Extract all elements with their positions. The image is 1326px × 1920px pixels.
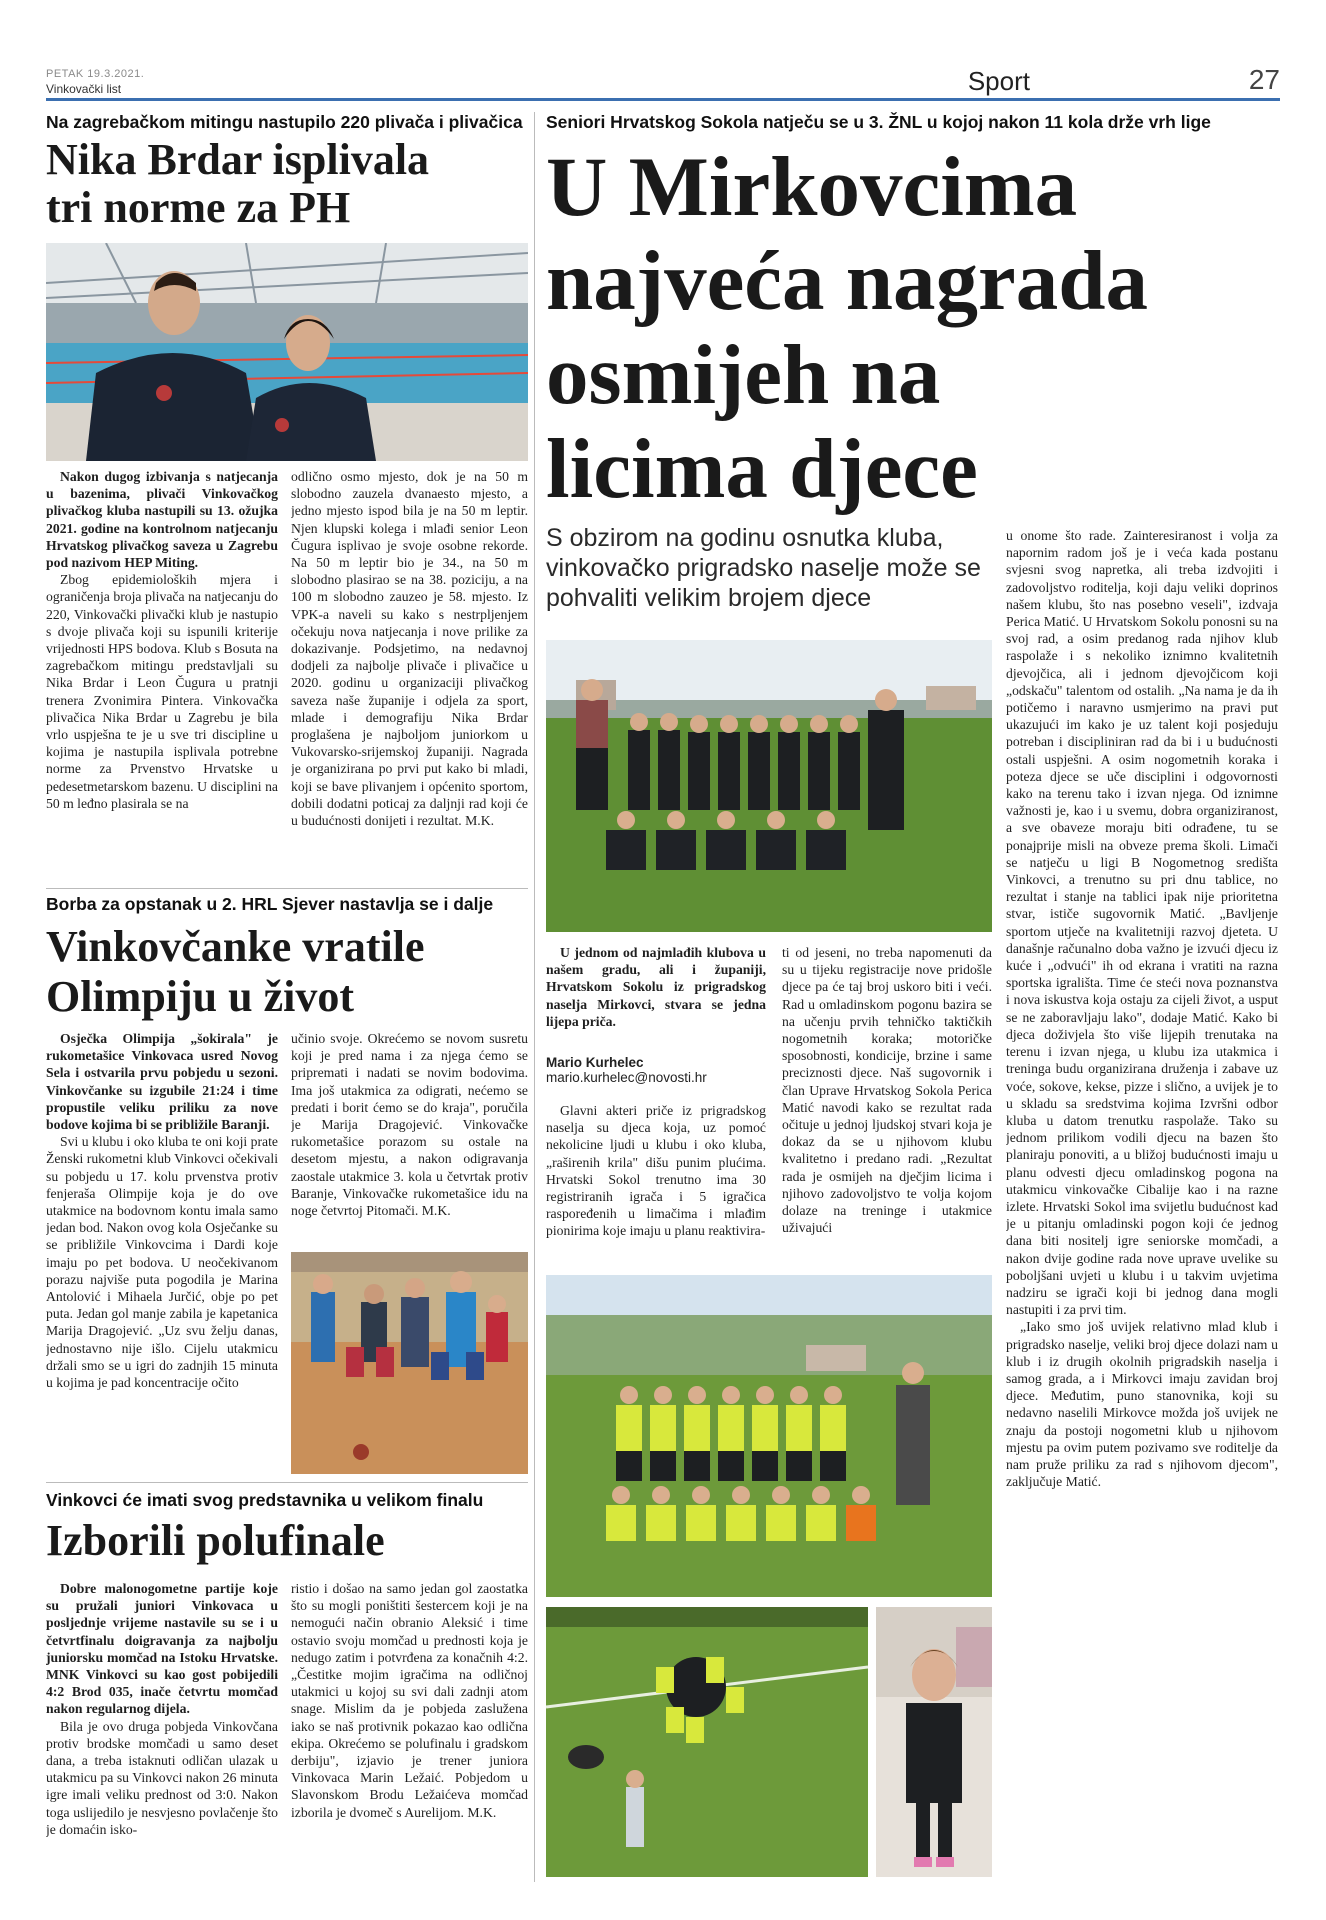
- article2-body2: učinio svoje. Okrećemo se novom susretu koji je pred nama i za njega ćemo se pripremati i nadati se novim bodovima. Ima još utakmica za odigrati, nećemo se predati i borit ćemo se do kraja", poručila je Marija Dragojević. Vinkovačke rukometašice porazom su ostale na desetom mjestu, a nakon odigravanja zaostale utakmice 3. kola u četvrtak protiv Baranje, Vinkovačke rukometašice idu na noge četvrtoj Pitomači. M.K.: [291, 1031, 528, 1219]
- article2-headline: [46, 922, 536, 1022]
- team-photo-yellow-kits: [546, 1275, 992, 1597]
- issue-date: PETAK 19.3.2021.: [46, 68, 145, 80]
- publication-name: Vinkovački list: [46, 82, 122, 96]
- swimmers-photo: [46, 243, 528, 461]
- article3-kicker: Vinkovci će imati svog predstavnika u velikom finalu: [46, 1490, 484, 1510]
- article1-column2: [291, 468, 528, 888]
- article4-kicker: Seniori Hrvatskog Sokola natječu se u 3. ŽNL u kojoj nakon 11 kola drže vrh lige: [546, 112, 1211, 132]
- article4-lead-block: [546, 944, 766, 1054]
- article4-deck: S obzirom na godinu osnutka kluba, vinkovačko prigradsko naselje može se pohvaliti velikim brojem djece: [546, 524, 981, 612]
- article4-byline: [546, 1055, 707, 1085]
- article2-lead: Osječka Olimpija „šokirala" je rukometašice Vinkovaca usred Novog Sela i ostvarila prvu pobjedu u sezoni. Vinkovčanke su izgubile 21:24 i time propustile veliku priliku za nove bodove kojima bi se približile Baranji.: [46, 1031, 278, 1133]
- article1-body2: odlično osmo mjesto, dok je na 50 m slobodno zauzela dvanaesto mjesto, a jedno mjesto ispod bila je na 50 m leptir. Njen klupski kolega i mlađi senior Leon Čugura isplivao je svoje osobne rekorde. Na 50 m leptir bio je 34., na 50 m slobodno plasirao se na 38. poziciju, a na 100 m slobodno zauzeo je 58. mjesto. Iz VPK-a naveli su kako s nestrpljenjem očekuju nova natjecanja i nove prilike za dokazivanje. Podsjetimo, na nedavnoj dodjeli za najbolje plivače i plivačice u 2020. godinu u organizaciji plivačkog saveza naše županije i odjela za sport, mlade i demografiju Nika Brdar proglašena je najboljom juniorkom u Vukovarsko-srijemskoj županiji. Nagrada je organizirana po prvi put kako bi mladi, koji se bave plivanjem i općenito sportom, dobili dodatni poticaj za daljnji rad koji će u budućnosti donijeti i rezultat. M.K.: [291, 469, 528, 829]
- article4-headline-line1: U Mirkovcima: [546, 140, 1078, 234]
- article4-body1: Glavni akteri priče iz prigradskog naselja su djeca koja, uz pomoć nekolicine ljudi u klubu i oko kluba, „raširenih krila" dišu punim plućima. Hrvatski Sokol trenutno ima 30 registriranih igrača i 5 igračica raspoređenih u limačima i mlađim pionirima koje imaju u planu reaktivira-: [546, 1103, 766, 1239]
- author-name: Mario Kurhelec: [546, 1055, 644, 1070]
- article1-kicker: Na zagrebačkom mitingu nastupilo 220 plivača i plivačica: [46, 112, 523, 132]
- handball-photo: [291, 1252, 528, 1474]
- article3-body2: ristio i došao na samo jedan gol zaostatka što su mogli poništiti šestercem koji je na nemogući način obranio Aleksić i time ostavio svoju momčad u prednosti koja je nedugo zatim i potvrđena za konačnih 4:2. „Čestitke mojim igračima na odličnoj utakmici u kojoj su svi dali zadnji atom snage. Mislim da je pobjeda zaslužena iako se naš protivnik pokazao kao odlična ekipa. Okrećemo se polufinalu i gradskom derbiju", izjavio je trener juniora Vinkovaca Marin Ležaić. Pobjedom u Slavonskom Brodu Ležaićeva momčad izborila je dvomeč s Aurelijom. M.K.: [291, 1581, 528, 1820]
- section-name: Sport: [967, 66, 1030, 96]
- article3-body1: Bila je ovo druga pobjeda Vinkovčana protiv brodske momčadi u samo deset dana, a treba istaknuti odličan ulazak u utakmicu pa su Vinkovci nakon 26 minuta igre imali veliku prednost od 3:0. Nakon toga uslijedilo je nesvjesno povlačenje što je domaćin isko-: [46, 1718, 278, 1837]
- article4-column3: [1006, 527, 1278, 1877]
- article4-headline-line2: najveća nagrada: [546, 234, 1149, 328]
- team-huddle-photo: [546, 1607, 868, 1877]
- article2-headline-line2: Olimpiju u život: [46, 972, 355, 1021]
- page-number: 27: [1248, 64, 1280, 95]
- article4-body2: ti od jeseni, no treba napomenuti da su u tijeku registracije nove pridošle djece pa će taj broj uskoro biti i veći. Rad u omladinskom pogonu bazira se na učenju prvih tehničko taktičkih nogometnih koraka; motoričke sposobnosti, kondicije, brzine i same preciznosti djece. Naš sugovornik i član Uprave Hrvatskog Sokola Perica Matić navodi kako se rezultat rada očituje u jednoj ljudskoj stvari koja je dokaz da se u njihovom klubu kvalitetno i predano radi. „Rezultat rada je osmijeh na dječjim licima i njihovo zadovoljstvo te volja kojom dolaze na treninge i utakmice uživajući: [782, 945, 992, 1236]
- article2-kicker: Borba za opstanak u 2. HRL Sjever nastavlja se i dalje: [46, 894, 494, 914]
- article2-column2: [291, 1030, 528, 1248]
- article4-column2: [782, 944, 992, 1267]
- article4-lead: U jednom od najmlađih klubova u našem gradu, ali i županiji, Hrvatskom Sokolu iz prigradskog naselja Mirkovci, stvara se jedna lijepa priča.: [546, 945, 766, 1029]
- article1-headline-line2: tri norme za PH: [46, 183, 351, 232]
- article3-column2: [291, 1580, 528, 1880]
- header-rule: [46, 98, 1280, 101]
- girl-player-photo: [876, 1607, 992, 1877]
- article3-lead: Dobre malonogometne partije koje su pružali juniori Vinkovaca u posljednje vrijeme nastavile su se i u četvrtfinalu doigravanja za najbolju juniorsku momčad na Istoku Hrvatske. MNK Vinkovci su kao gost pobijedili 4:2 Brod 035, inače četvrtu momčad nakon regularnog dijela.: [46, 1581, 278, 1717]
- article1-headline-line1: Nika Brdar isplivala: [46, 135, 430, 184]
- article2-headline-line1: Vinkovčanke vratile: [46, 922, 425, 971]
- team-photo-black-kits: [546, 640, 992, 932]
- article3-headline: Izborili polufinale: [46, 1516, 385, 1565]
- article2-column1: [46, 1030, 278, 1475]
- article4-headline-line3: osmijeh na: [546, 328, 941, 422]
- article1-headline: [46, 136, 536, 232]
- article4-headline-line4: licima djece: [546, 422, 978, 516]
- divider: [46, 1482, 528, 1483]
- article4-headline: [546, 140, 1286, 516]
- article4-column1: [546, 1102, 766, 1267]
- author-email[interactable]: mario.kurhelec@novosti.hr: [546, 1070, 707, 1085]
- article3-column1: [46, 1580, 278, 1880]
- article2-body1: Svi u klubu i oko kluba te oni koji prate Ženski rukometni klub Vinkovci očekivali su pobjedu u 17. kolu prvenstva protiv fenjeraša Olimpije koja je do ove utakmice na bodovnom kontu imala samo jedan bod. Nakon ovog kola Osječanke su se približile Vinkovcima i Dardi koje imaju po pet bodova. U neočekivanom porazu najviše puta pogodila je Marina Antolović i Mihaela Jurčić, obje po pet puta. Jedan gol manje zabila je kapetanica Marija Dragojević. „Uz svu želju danas, jednostavno nije išlo. Cijelu utakmicu držali smo se u igri do zadnjih 15 minuta u kojima je pad koncentracije očito: [46, 1134, 278, 1391]
- article1-column1: [46, 468, 278, 888]
- masthead: [46, 62, 1280, 104]
- article4-body3b: „Iako smo još uvijek relativno mlad klub i prigradsko naselje, veliki broj djece dolazi nam u klub i iz drugih okolnih prigradskih naselja i samog grada, a i Mirkovci imaju zavidan broj djece. Međutim, puno stanovnika, koji su nedavno naselili Mirkovce možda još uvijek ne znaju da postoji nogometni klub u njihovom mjestu pa ovim putem pozivamo sve roditelje da nam pruže priliku za rad s njihovom djecom", zaključuje Matić.: [1006, 1319, 1278, 1490]
- article4-body3: u onome što rade. Zainteresiranost i volja za napornim radom još je i veća kada postanu svjesni svog napretka, ali treba izdvojiti i zadovoljstvo roditelja, koji daju veliki doprinos našem klubu, što nas posebno veseli", izdvaja Perica Matić. U Hrvatskom Sokolu ponosni su na svoj rad, a osim predanog rada njihov klub raspolaže i s nekoliko iznimno kvalitetnih djevojčica, ali i jednom djevojčicom koji „odskaču" talentom od ostalih. „Na nama je da ih potičemo i naravno usmjerimo na pravi put ukazujući im kako je uz talent koji posjeduju potreban i discipliniran rad da bi i u budućnosti ostali uspješni. A osim nogometnih koraka i poteza djece se uče disciplini i odgovornosti kako na terenu tako i izvan njega. Od iznimne važnosti je, kao i u svemu, dobra organiziranost, a sve obaveze moraju biti odrađene, tu se ponajprije misli na obveze prema školi. Limači se natječu u ligi B Nogometnog središta Vinkovci, a trenutno su pri dnu tablice, no rezultat i stanje na tablici ipak nije prioritetna stvar, ističe sugovornik Matić. „Bavljenje sportom utječe na kvalitetniji razvoj djeteta. U današnje računalno doba važno je izvući djecu iz kuće i „odvući" ih od ekrana i vratiti na razna sportska igrališta. Time će steći nova poznanstva i nova iskustva koja ostaju za cijeli život, a usput se ne zaboravljaju lako", dodaje Matić. Kako bi djeca doživjela što više lijepih trenutaka na terenu i izvan njega, u klubu iza utakmica i treninga budu organizirana druženja i zabave uz voće, sokove, kekse, pizze i slično, a uvijek je to u skladu sa sredstvima kojima Izvršni odbor kluba u datom trenutku raspolaže. Tako su jednom prilikom vodili djecu na bazen što planiraju ponoviti, a u bližoj budućnosti imaju u planu odvesti djecu omladinskog pogona na utakmicu vinkovačke Cibalije kao i na razne izlete. Hrvatski Sokol ima svijetlu budućnost kad je u pitanju omladinski pogon koji će jednog dana biti nositelj igre seniorske momčadi, a nakon dvije godine rada nove uprave uvelike su poboljšani uvjeti u klubu i u takvim uvjetima nadziru se igrači koji bi jednog dana mogli nastupiti i za prvi tim.: [1006, 528, 1278, 1318]
- article1-lead: Nakon dugog izbivanja s natjecanja u bazenima, plivači Vinkovačkog plivačkog kluba nastupili su 13. ožujka 2021. godine na kontrolnom natjecanju Hrvatskog plivačkog saveza u Zagrebu pod nazivom HEP Miting.: [46, 469, 278, 571]
- divider: [46, 888, 528, 889]
- article1-body1: Zbog epidemioloških mjera i ograničenja broja plivača na natjecanju do 220, Vinkovački plivački klub je nastupio s dvoje plivača koji su ispunili kriterije vrijednosti HPS bodova. Klub s Bosuta na zagrebačkom mitingu predstavljali su Nika Brdar i Leon Čugura u pratnji trenera Zvonimira Pintera. Vinkovačka plivačica Nika Brdar u Zagrebu je bila vrlo uspješna te je u sve tri discipline u kojima je nastupila isplivala potrebne norme za Prvenstvo Hrvatske u pedesetmetarskom bazenu. U disciplini na 50 m leđno plasirala se na: [46, 572, 278, 811]
